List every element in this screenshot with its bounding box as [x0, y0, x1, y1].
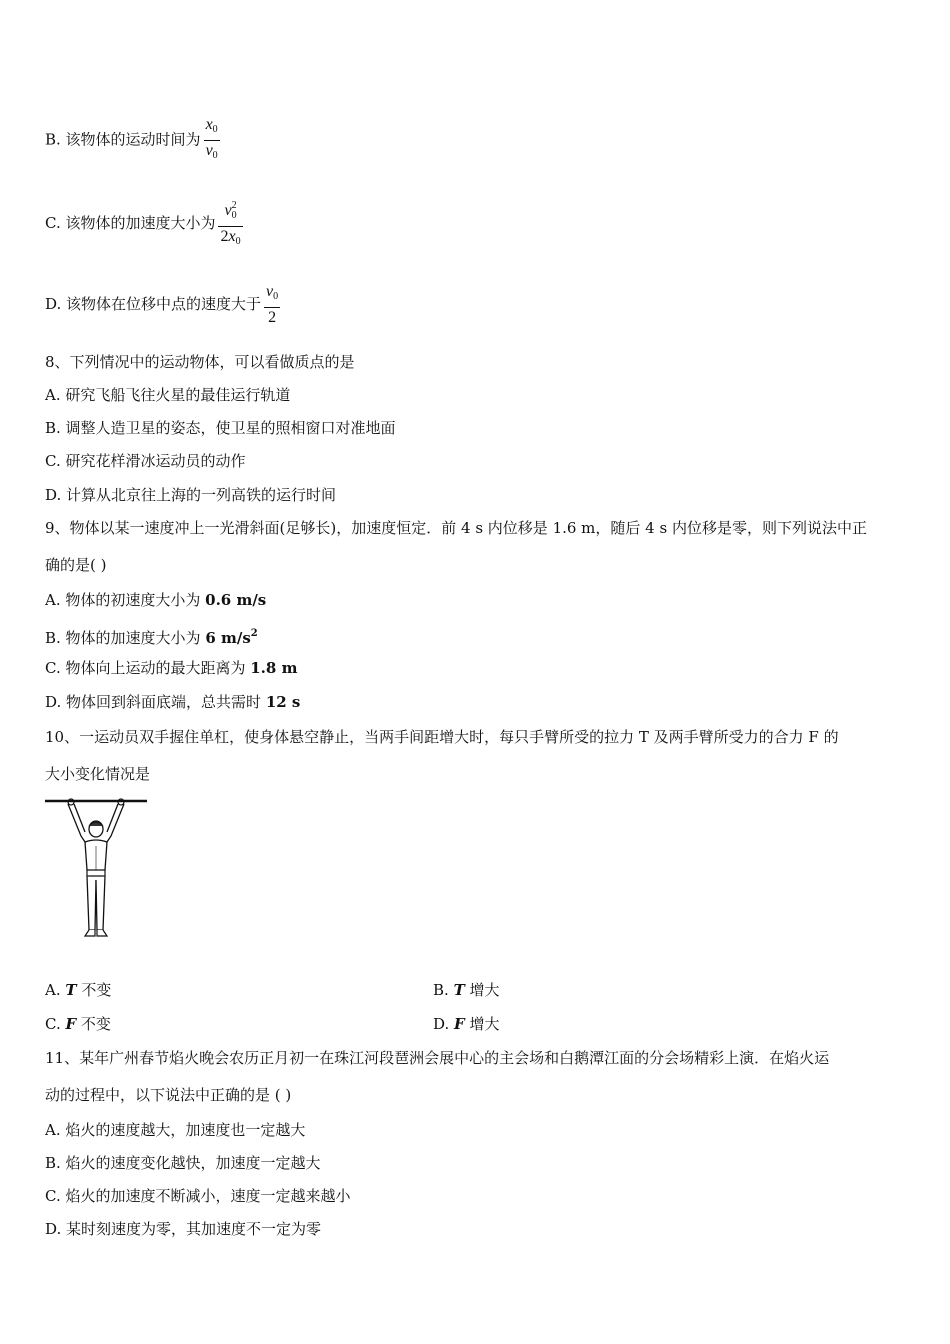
q11-option-a: A. 焰火的速度越大，加速度也一定越大 — [45, 1121, 306, 1139]
q9-option-d: D. 物体回到斜面底端，总共需时 12 s — [45, 693, 301, 711]
q11-stem-line1: 11、某年广州春节焰火晚会农历正月初一在珠江河段琶洲会展中心的主会场和白鹅潭江面的分会场精彩上演．在焰火运 — [45, 1049, 830, 1067]
q8-option-a: A. 研究飞船飞往火星的最佳运行轨道 — [45, 386, 291, 404]
q9-stem-line1: 9、物体以某一速度冲上一光滑斜面(足够长)，加速度恒定．前 4 s 内位移是 1.6 m，随后 4 s 内位移是零，则下列说法中正 — [45, 519, 867, 537]
q11-option-b: B. 焰火的速度变化越快，加速度一定越大 — [45, 1154, 321, 1172]
q9-option-b: B. 物体的加速度大小为 6 $m/s^2$ — [45, 628, 258, 647]
q10-stem-line2: 大小变化情况是 — [45, 765, 151, 783]
q11-option-c: C. 焰火的加速度不断减小，速度一定越来越小 — [45, 1187, 351, 1205]
q10-option-d: D. F 增大 — [433, 1015, 500, 1033]
q7-option-c-fraction: $\frac{v_0^2}{2x_0}$ — [218, 196, 242, 252]
q7-option-d-text: D. 该物体在位移中点的速度大于 — [45, 295, 262, 313]
q7-option-b-text: B. 该物体的运动时间为 — [45, 130, 201, 149]
q7-option-c — [45, 196, 243, 252]
q9-stem-line2: 确的是( ) — [45, 556, 107, 574]
q7-option-b — [45, 115, 220, 166]
q8-option-d: D. 计算从北京往上海的一列高铁的运行时间 — [45, 486, 337, 504]
q7-option-c-text: C. 该物体的加速度大小为 — [45, 214, 216, 232]
q7-option-b-fraction: $\frac{x_0}{v_0}$ — [205, 116, 218, 161]
q8-stem: 8、下列情况中的运动物体，可以看做质点的是 — [45, 353, 355, 371]
q11-stem-line2: 动的过程中，以下说法中正确的是 ( ) — [45, 1086, 292, 1104]
q10-option-c: C. F 不变 — [45, 1015, 111, 1033]
q7-option-d-fraction: $\frac{v_0}{2}$ — [266, 283, 279, 326]
q8-option-c: C. 研究花样滑冰运动员的动作 — [45, 452, 246, 470]
q9-option-c: C. 物体向上运动的最大距离为 1.8 m — [45, 659, 298, 677]
gymnast-figure — [45, 796, 149, 944]
q9-option-a: A. 物体的初速度大小为 0.6 m/s — [45, 591, 267, 609]
q11-option-d: D. 某时刻速度为零，其加速度不一定为零 — [45, 1220, 322, 1238]
q7-option-d — [45, 282, 280, 328]
q10-option-b: B. T 增大 — [433, 981, 500, 999]
q10-stem-line1: 10、一运动员双手握住单杠，使身体悬空静止，当两手间距增大时，每只手臂所受的拉力 T 及两手臂所受力的合力 F 的 — [45, 728, 839, 746]
q10-option-a: A. T 不变 — [45, 981, 112, 999]
q8-option-b: B. 调整人造卫星的姿态，使卫星的照相窗口对准地面 — [45, 419, 396, 437]
